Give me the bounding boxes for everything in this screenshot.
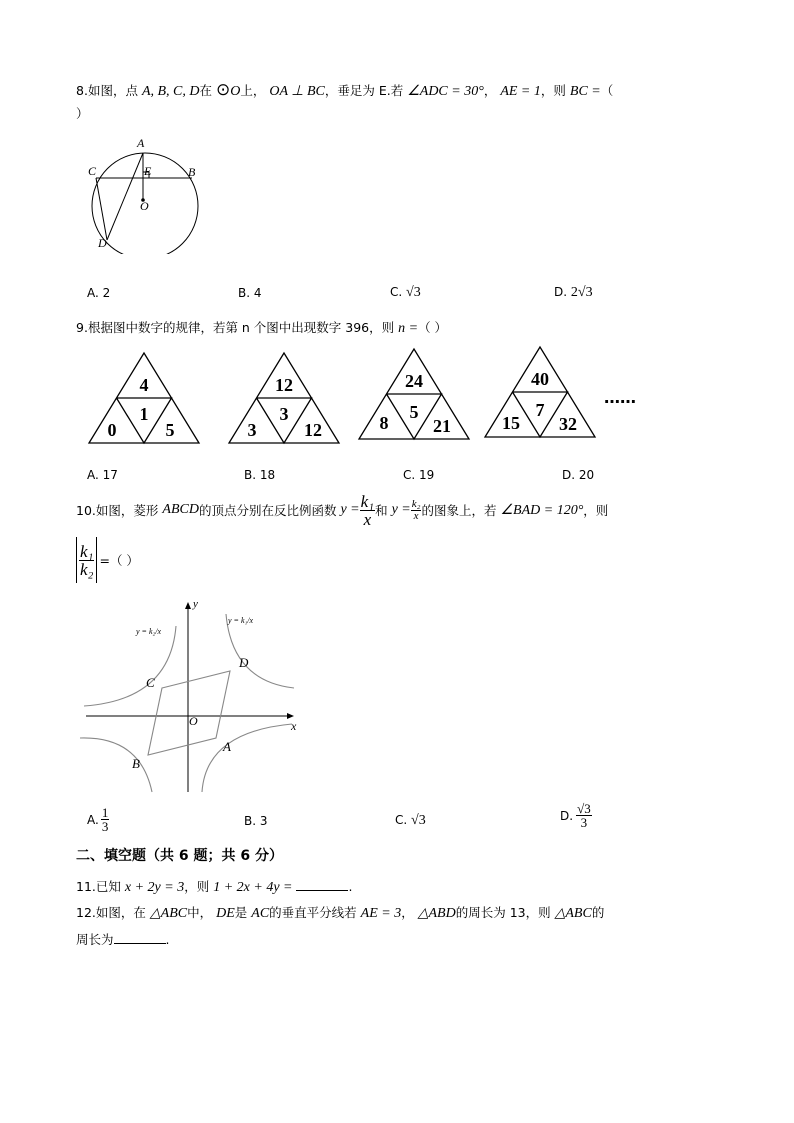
q9-triangle-2 bbox=[226, 350, 342, 446]
svg-text:32: 32 bbox=[559, 414, 577, 434]
graph-label-d: D bbox=[239, 655, 249, 670]
q10-graph-figure bbox=[76, 596, 306, 796]
svg-text:7: 7 bbox=[535, 400, 545, 420]
q8-line1: 8.如图，点 A, B, C, D在 ⊙O上， OA ⊥ BC，垂足为 E.若 ∠ADC = 30°， AE = 1，则 BC =（ bbox=[76, 80, 614, 100]
q8-option-c[interactable]: C. √3 bbox=[390, 285, 421, 300]
graph-label-b: B bbox=[132, 756, 140, 771]
q10-ratio-frac: $\frac{\text{k₁}}{\text{k₂}}$ bbox=[80, 541, 94, 579]
svg-text:15: 15 bbox=[502, 413, 520, 433]
q11-answer-blank[interactable] bbox=[296, 878, 348, 891]
q12-line1: 12.如图，在 △ABC中， DE是 AC的垂直平分线若 AE = 3， △ABD的周长为 13，则 △ABC的 bbox=[76, 905, 605, 921]
graph-x-label: x bbox=[291, 719, 297, 733]
svg-text:8: 8 bbox=[379, 413, 389, 433]
svg-text:5: 5 bbox=[165, 420, 175, 440]
svg-text:24: 24 bbox=[405, 371, 423, 391]
abs-bar-left bbox=[76, 537, 77, 583]
q9-line1: 9.根据图中数字的规律，若第 n 个图中出现数字 396，则 n =（ ） bbox=[76, 320, 448, 336]
svg-text:3: 3 bbox=[279, 404, 289, 424]
q8-option-d[interactable]: D. 2√3 bbox=[554, 285, 593, 300]
label-e: E bbox=[144, 164, 152, 178]
q9-option-b[interactable]: B. 18 bbox=[244, 468, 276, 482]
label-d: D bbox=[98, 236, 107, 250]
label-b: B bbox=[188, 165, 196, 179]
q10-line2: $\frac{\text{k₁}}{\text{k₂}}$ =（ ） bbox=[76, 536, 139, 584]
q9-option-a[interactable]: A. 17 bbox=[87, 468, 118, 482]
q10-k1-frac: $\frac{\text{k₁}}{x}$ bbox=[360, 491, 375, 529]
svg-text:21: 21 bbox=[433, 416, 451, 436]
svg-text:12: 12 bbox=[304, 420, 322, 440]
q10-option-b[interactable]: B. 3 bbox=[244, 814, 268, 828]
graph-origin-label: O bbox=[189, 714, 198, 728]
q9-triangle-1 bbox=[86, 350, 202, 446]
svg-text:1: 1 bbox=[139, 404, 149, 424]
q8-paren-close: ） bbox=[76, 106, 89, 121]
label-c: C bbox=[88, 164, 97, 178]
q10-option-a[interactable]: A. $\frac{1}{3}$ bbox=[87, 805, 109, 834]
svg-text:12: 12 bbox=[275, 375, 293, 395]
section-2-title: 二、填空题（共 6 题；共 6 分） bbox=[76, 848, 283, 864]
q9-triangle-4 bbox=[482, 344, 598, 440]
svg-text:5: 5 bbox=[409, 402, 419, 422]
svg-text:3: 3 bbox=[247, 420, 257, 440]
q9-option-d[interactable]: D. 20 bbox=[562, 468, 595, 482]
svg-text:4: 4 bbox=[139, 375, 149, 395]
graph-curve2-label: y = k₂/x bbox=[136, 627, 162, 636]
circle-odot-icon: ⊙ bbox=[216, 80, 231, 100]
graph-label-c: C bbox=[146, 675, 155, 690]
q10-k2-frac: $\frac{\text{k₂}}{x}$ bbox=[411, 497, 421, 522]
q10-option-c[interactable]: C. √3 bbox=[395, 813, 426, 828]
q8-option-b[interactable]: B. 4 bbox=[238, 286, 262, 300]
q8-option-a[interactable]: A. 2 bbox=[87, 286, 111, 300]
q9-option-c[interactable]: C. 19 bbox=[403, 468, 435, 482]
abs-bar-right bbox=[96, 537, 97, 583]
q12-answer-blank[interactable] bbox=[114, 931, 166, 944]
label-o: O bbox=[140, 199, 149, 213]
graph-y-label: y bbox=[193, 598, 198, 610]
q12-line2: 周长为 . bbox=[76, 932, 170, 947]
q9-triangle-3 bbox=[356, 346, 472, 442]
svg-text:0: 0 bbox=[107, 420, 117, 440]
q10-line1: 10. 如图，菱形 ABCD 的顶点分别在反比例函数 y = $\frac{\text{k₁}}{x}$ 和 y = $\frac{\text{k₂}}{x}$ 的图象上，若 ∠BAD = 120° ，则 bbox=[76, 491, 609, 529]
graph-label-a: A bbox=[223, 739, 231, 754]
q10-option-d[interactable]: D. $\frac{√3}{3}$ bbox=[560, 801, 591, 830]
graph-curve1-label: y = k₁/x bbox=[228, 616, 254, 625]
label-a: A bbox=[137, 136, 145, 150]
q9-ellipsis: …… bbox=[604, 388, 636, 407]
q11-line: 11.已知 x + 2y = 3，则 1 + 2x + 4y = . bbox=[76, 879, 353, 895]
svg-text:40: 40 bbox=[531, 369, 549, 389]
q8-circle-figure bbox=[82, 134, 208, 254]
